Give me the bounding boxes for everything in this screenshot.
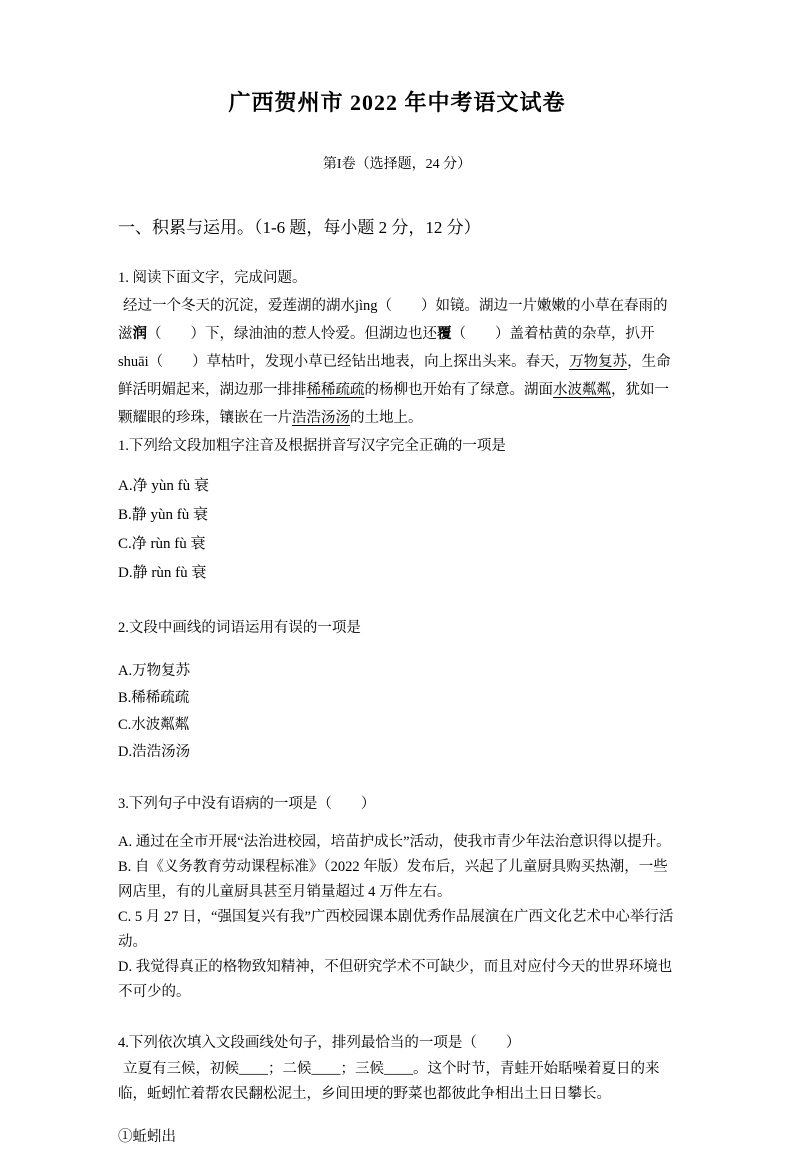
passage-bold-fu: 覆 [437, 326, 452, 342]
q3-option-d: D. 我觉得真正的格物致知精神，不但研究学术不可缺少，而且对应付今天的世界环境也不可少的。 [118, 959, 673, 1000]
passage-run-7: 的土地上。 [350, 410, 423, 426]
q1-option-c: C.净 rùn fù 衰 [118, 536, 206, 552]
q3-options [118, 830, 676, 1005]
q3-prompt: 3.下列句子中没有语病的一项是（ ） [118, 796, 376, 812]
passage-underline-shuibolinlin: 水波粼粼 [553, 382, 611, 398]
passage-run-4: ，生命鲜活明媚起来，湖边那一排排 [118, 354, 671, 398]
q4-passage: 立夏有三候，初候____；二候____；三候____。这个时节，青蛙开始聒噪着夏日的来临，蚯蚓忙着帮农民翻松泥土，乡间田埂的野菜也都彼此争相出土日日攀长。 [118, 1061, 660, 1102]
section-one-heading: 一、积累与运用。（1-6 题，每小题 2 分，12 分） [118, 218, 481, 237]
reading-intro: 1. 阅读下面文字，完成问题。 [118, 270, 307, 286]
q4-prompt: 4.下列依次填入文段画线处句子，排列最恰当的一项是（ ） [118, 1035, 521, 1051]
volume-label: 第I卷（选择题，24 分） [322, 157, 472, 172]
q1-options [118, 472, 676, 588]
passage-run-6: ，犹如一颗耀眼的珍珠，镶嵌在一片 [118, 382, 669, 426]
q3-option-a: A. 通过在全市开展“法治进校园，培苗护成长”活动，使我市青少年法治意识得以提升。 [118, 834, 671, 850]
exam-title: 广西贺州市 2022 年中考语文试卷 [228, 90, 566, 115]
q3-option-b: B. 自《义务教育劳动课程标准》（2022 年版）发布后，兴起了儿童厨具购买热潮，一些网店里，有的儿童厨具甚至月销量超过 4 万件左右。 [118, 859, 668, 900]
passage-run-3: （ ）盖着枯黄的杂草，扒开 shuāi（ ）草枯叶，发现小草已经钻出地表，向上探出头来。春天， [118, 326, 655, 370]
question-2-block [118, 614, 676, 766]
passage-underline-wanwufusu: 万物复苏 [569, 354, 628, 370]
q1-option-d: D.静 rùn fù 衰 [118, 565, 207, 581]
passage-run-5: 的杨柳也开始有了绿意。湖面 [364, 382, 553, 398]
passage-run-2: （ ）下，绿油油的惹人怜爱。但湖边也还 [147, 326, 437, 342]
question-1-block [118, 264, 676, 588]
q1-prompt: 1.下列给文段加粗字注音及根据拼音写汉字完全正确的一项是 [118, 438, 506, 454]
q2-option-d: D.浩浩汤汤 [118, 744, 191, 760]
question-3-block [118, 790, 676, 1005]
question-4-block [118, 1029, 676, 1150]
q2-option-c: C.水波粼粼 [118, 717, 190, 733]
q2-prompt: 2.文段中画线的词语运用有误的一项是 [118, 620, 361, 636]
q2-options [118, 658, 676, 766]
passage-run-1: 经过一个冬天的沉淀，爱莲湖的湖水jìng（ ）如镜。湖边一片嫩嫩的小草在春雨的滋 [118, 298, 668, 342]
q2-option-a: A.万物复苏 [118, 663, 191, 679]
q3-option-c: C. 5 月 27 日，“强国复兴有我”广西校园课本剧优秀作品展演在广西文化艺术中心举行活动。 [118, 909, 674, 950]
q1-option-b: B.静 yùn fù 衰 [118, 507, 209, 523]
q2-option-b: B.稀稀疏疏 [118, 690, 190, 706]
passage-bold-run: 润 [132, 326, 147, 342]
q1-option-a: A.净 yùn fù 衰 [118, 478, 209, 494]
q4-item-1: ①蚯蚓出 [118, 1129, 176, 1145]
passage-underline-haohaoshangshang: 浩浩汤汤 [292, 410, 350, 426]
reading-passage [118, 292, 676, 432]
passage-underline-xixishushu: 稀稀疏疏 [306, 382, 365, 398]
